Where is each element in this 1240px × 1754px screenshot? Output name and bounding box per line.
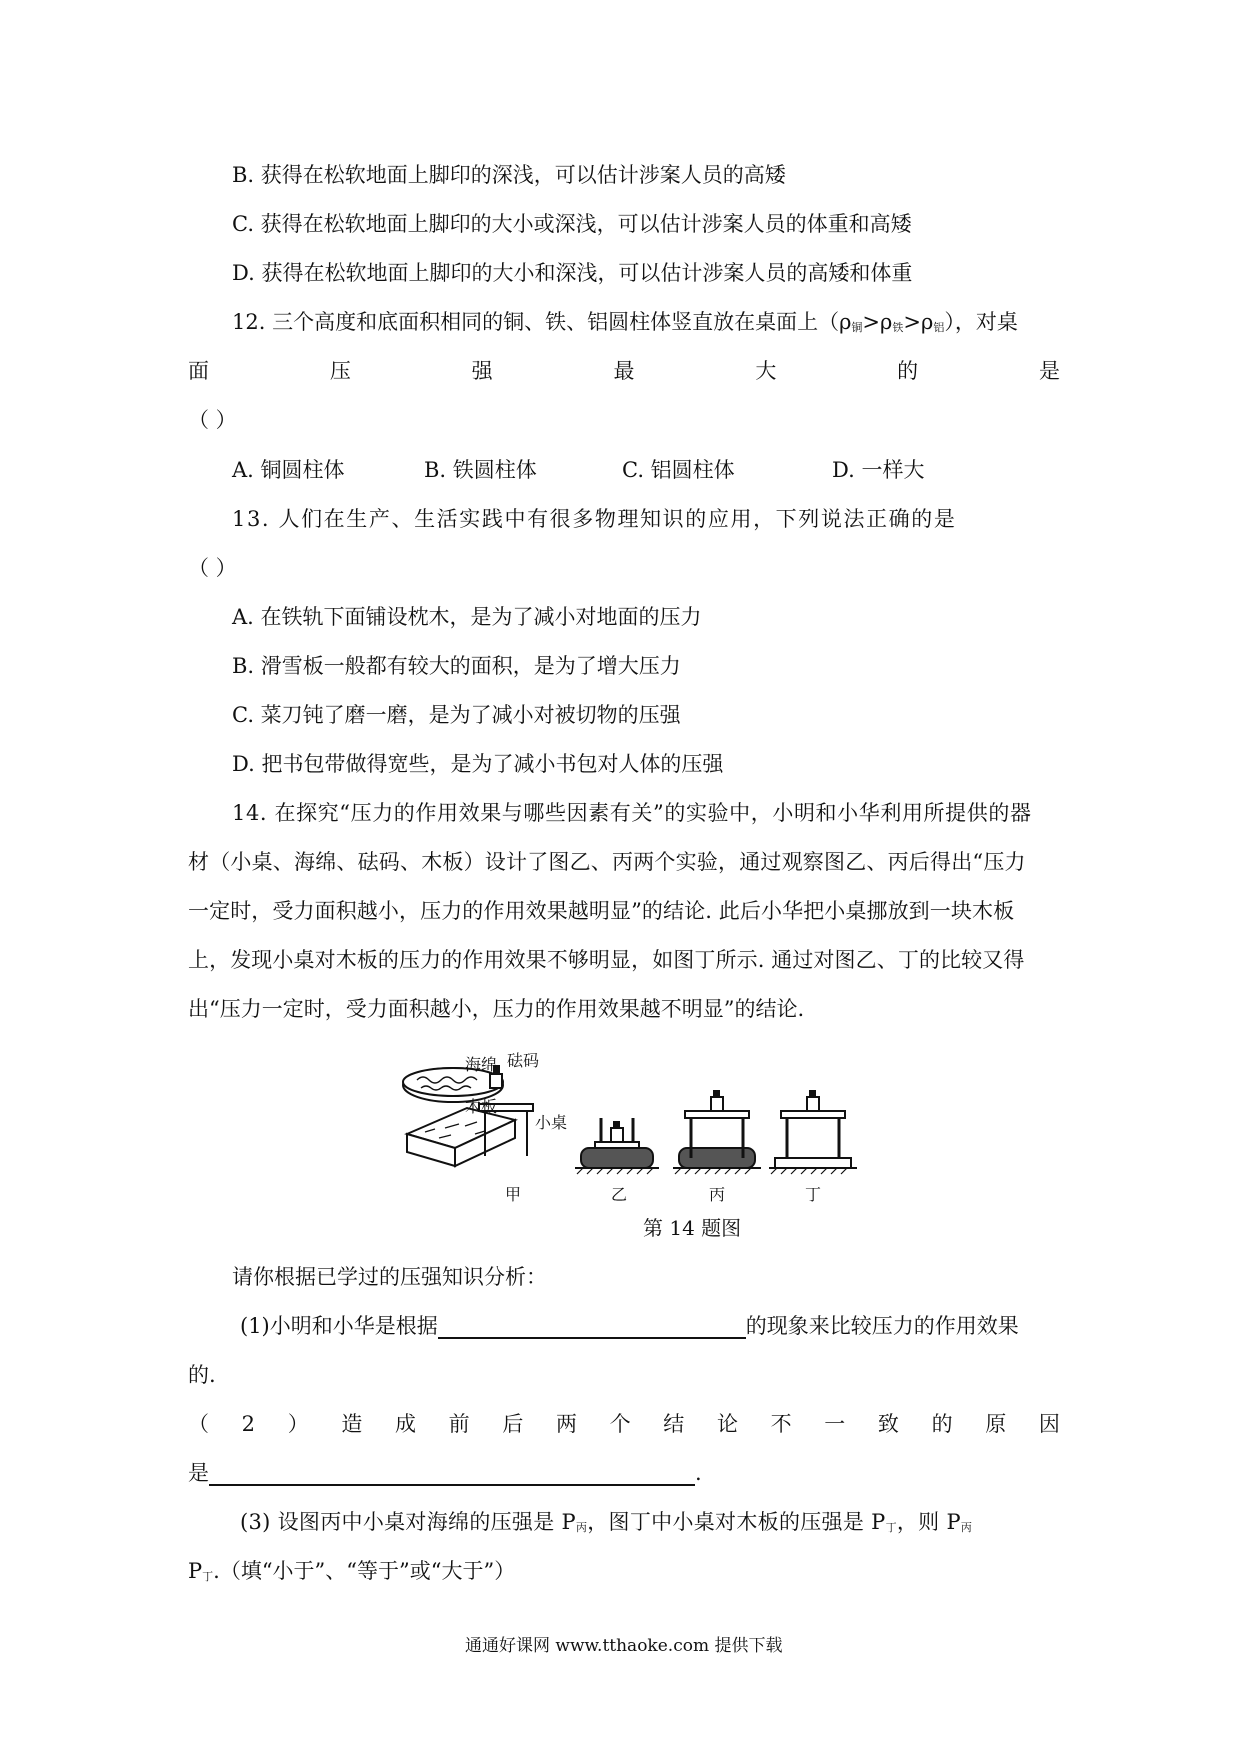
label-yi: 乙 bbox=[611, 1185, 628, 1204]
q14-paragraph-line5: 出“压力一定时，受力面积越小，压力的作用效果越不明显”的结论. bbox=[188, 997, 805, 1021]
q12-options bbox=[232, 455, 924, 485]
q13-option-c: C. 菜刀钝了磨一磨，是为了减小对被切物的压强 bbox=[232, 703, 681, 727]
q13-stem: 13. 人们在生产、生活实践中有很多物理知识的应用，下列说法正确的是 bbox=[232, 507, 957, 531]
answer-blank-1[interactable] bbox=[438, 1315, 746, 1339]
experiment-figure bbox=[395, 1048, 955, 1208]
q14-paragraph-line1: 14. 在探究“压力的作用效果与哪些因素有关”的实验中，小明和小华利用所提供的器 bbox=[232, 801, 1032, 825]
q13-option-a: A. 在铁轨下面铺设枕木，是为了减小对地面的压力 bbox=[232, 605, 702, 629]
label-board: 木板 bbox=[465, 1097, 498, 1116]
q12-stem: 12. 三个高度和底面积相同的铜、铁、铝圆柱体竖直放在桌面上$(\rho_铜>\rho_铁>\rho_铝)$，对桌 bbox=[232, 310, 1018, 334]
label-table: 小桌 bbox=[535, 1113, 568, 1132]
q14-sub2-line2: 是 . bbox=[188, 1461, 702, 1485]
page-footer: 通通好课网 www.tthaoke.com 提供下载 bbox=[465, 1636, 783, 1656]
answer-blank-2[interactable] bbox=[209, 1462, 695, 1486]
q13-option-d: D. 把书包带做得宽些，是为了减小书包对人体的压强 bbox=[232, 752, 724, 776]
q13-option-b: B. 滑雪板一般都有较大的面积，是为了增大压力 bbox=[232, 654, 681, 678]
q11-option-c: C. 获得在松软地面上脚印的大小或深浅，可以估计涉案人员的体重和高矮 bbox=[232, 212, 912, 236]
label-ding: 丁 bbox=[805, 1185, 822, 1204]
q11-option-b: B. 获得在松软地面上脚印的深浅，可以估计涉案人员的高矮 bbox=[232, 163, 786, 187]
label-sponge: 海绵 bbox=[465, 1055, 498, 1074]
figure-caption: 第 14 题图 bbox=[643, 1216, 742, 1240]
setup-yi-drawing bbox=[575, 1118, 659, 1174]
label-bing: 丙 bbox=[709, 1185, 726, 1204]
q14-paragraph-line3: 一定时，受力面积越小，压力的作用效果越明显”的结论. 此后小华把小桌挪放到一块木板 bbox=[188, 899, 1015, 923]
q12-option-d: D. 一样大 bbox=[832, 458, 925, 482]
label-weight: 砝码 bbox=[507, 1051, 540, 1070]
q12-answer-paren: （ ） bbox=[188, 408, 237, 432]
q14-sub3-line1: (3) 设图丙中小桌对海绵的压强是 $P_丙$，图丁中小桌对木板的压强是 $P_丁$，则 $P_丙$ bbox=[240, 1510, 973, 1534]
q14-sub2-line1: （ 2 ） 造 成 前 后 两 个 结 论 不 一 致 的 原 因 bbox=[188, 1412, 1060, 1436]
q12-option-b: B. 铁圆柱体 bbox=[424, 458, 537, 482]
q12-option-c: C. 铝圆柱体 bbox=[622, 458, 735, 482]
q13-answer-paren: （ ） bbox=[188, 556, 237, 580]
label-jia: 甲 bbox=[505, 1185, 522, 1204]
q14-paragraph-line4: 上，发现小桌对木板的压力的作用效果不够明显，如图丁所示. 通过对图乙、丁的比较又得 bbox=[188, 948, 1025, 972]
setup-ding-drawing bbox=[769, 1091, 857, 1174]
q12-stem-line2: 面 压 强 最 大 的 是 bbox=[188, 359, 1060, 383]
q11-option-d: D. 获得在松软地面上脚印的大小和深浅，可以估计涉案人员的高矮和体重 bbox=[232, 261, 913, 285]
q14-sub1-end: 的. bbox=[188, 1363, 216, 1387]
q14-sub1: (1)小明和小华是根据 的现象来比较压力的作用效果 bbox=[240, 1314, 1019, 1338]
q14-prompt: 请你根据已学过的压强知识分析： bbox=[232, 1265, 547, 1289]
board-drawing bbox=[407, 1108, 515, 1166]
q12-option-a: A. 铜圆柱体 bbox=[232, 458, 345, 482]
setup-bing-drawing bbox=[673, 1091, 761, 1174]
q14-paragraph-line2: 材（小桌、海绵、砝码、木板）设计了图乙、丙两个实验，通过观察图乙、丙后得出“压力 bbox=[188, 850, 1026, 874]
q14-sub3-line2: $P_丁$.（填“小于”、“等于”或“大于”） bbox=[188, 1559, 516, 1583]
